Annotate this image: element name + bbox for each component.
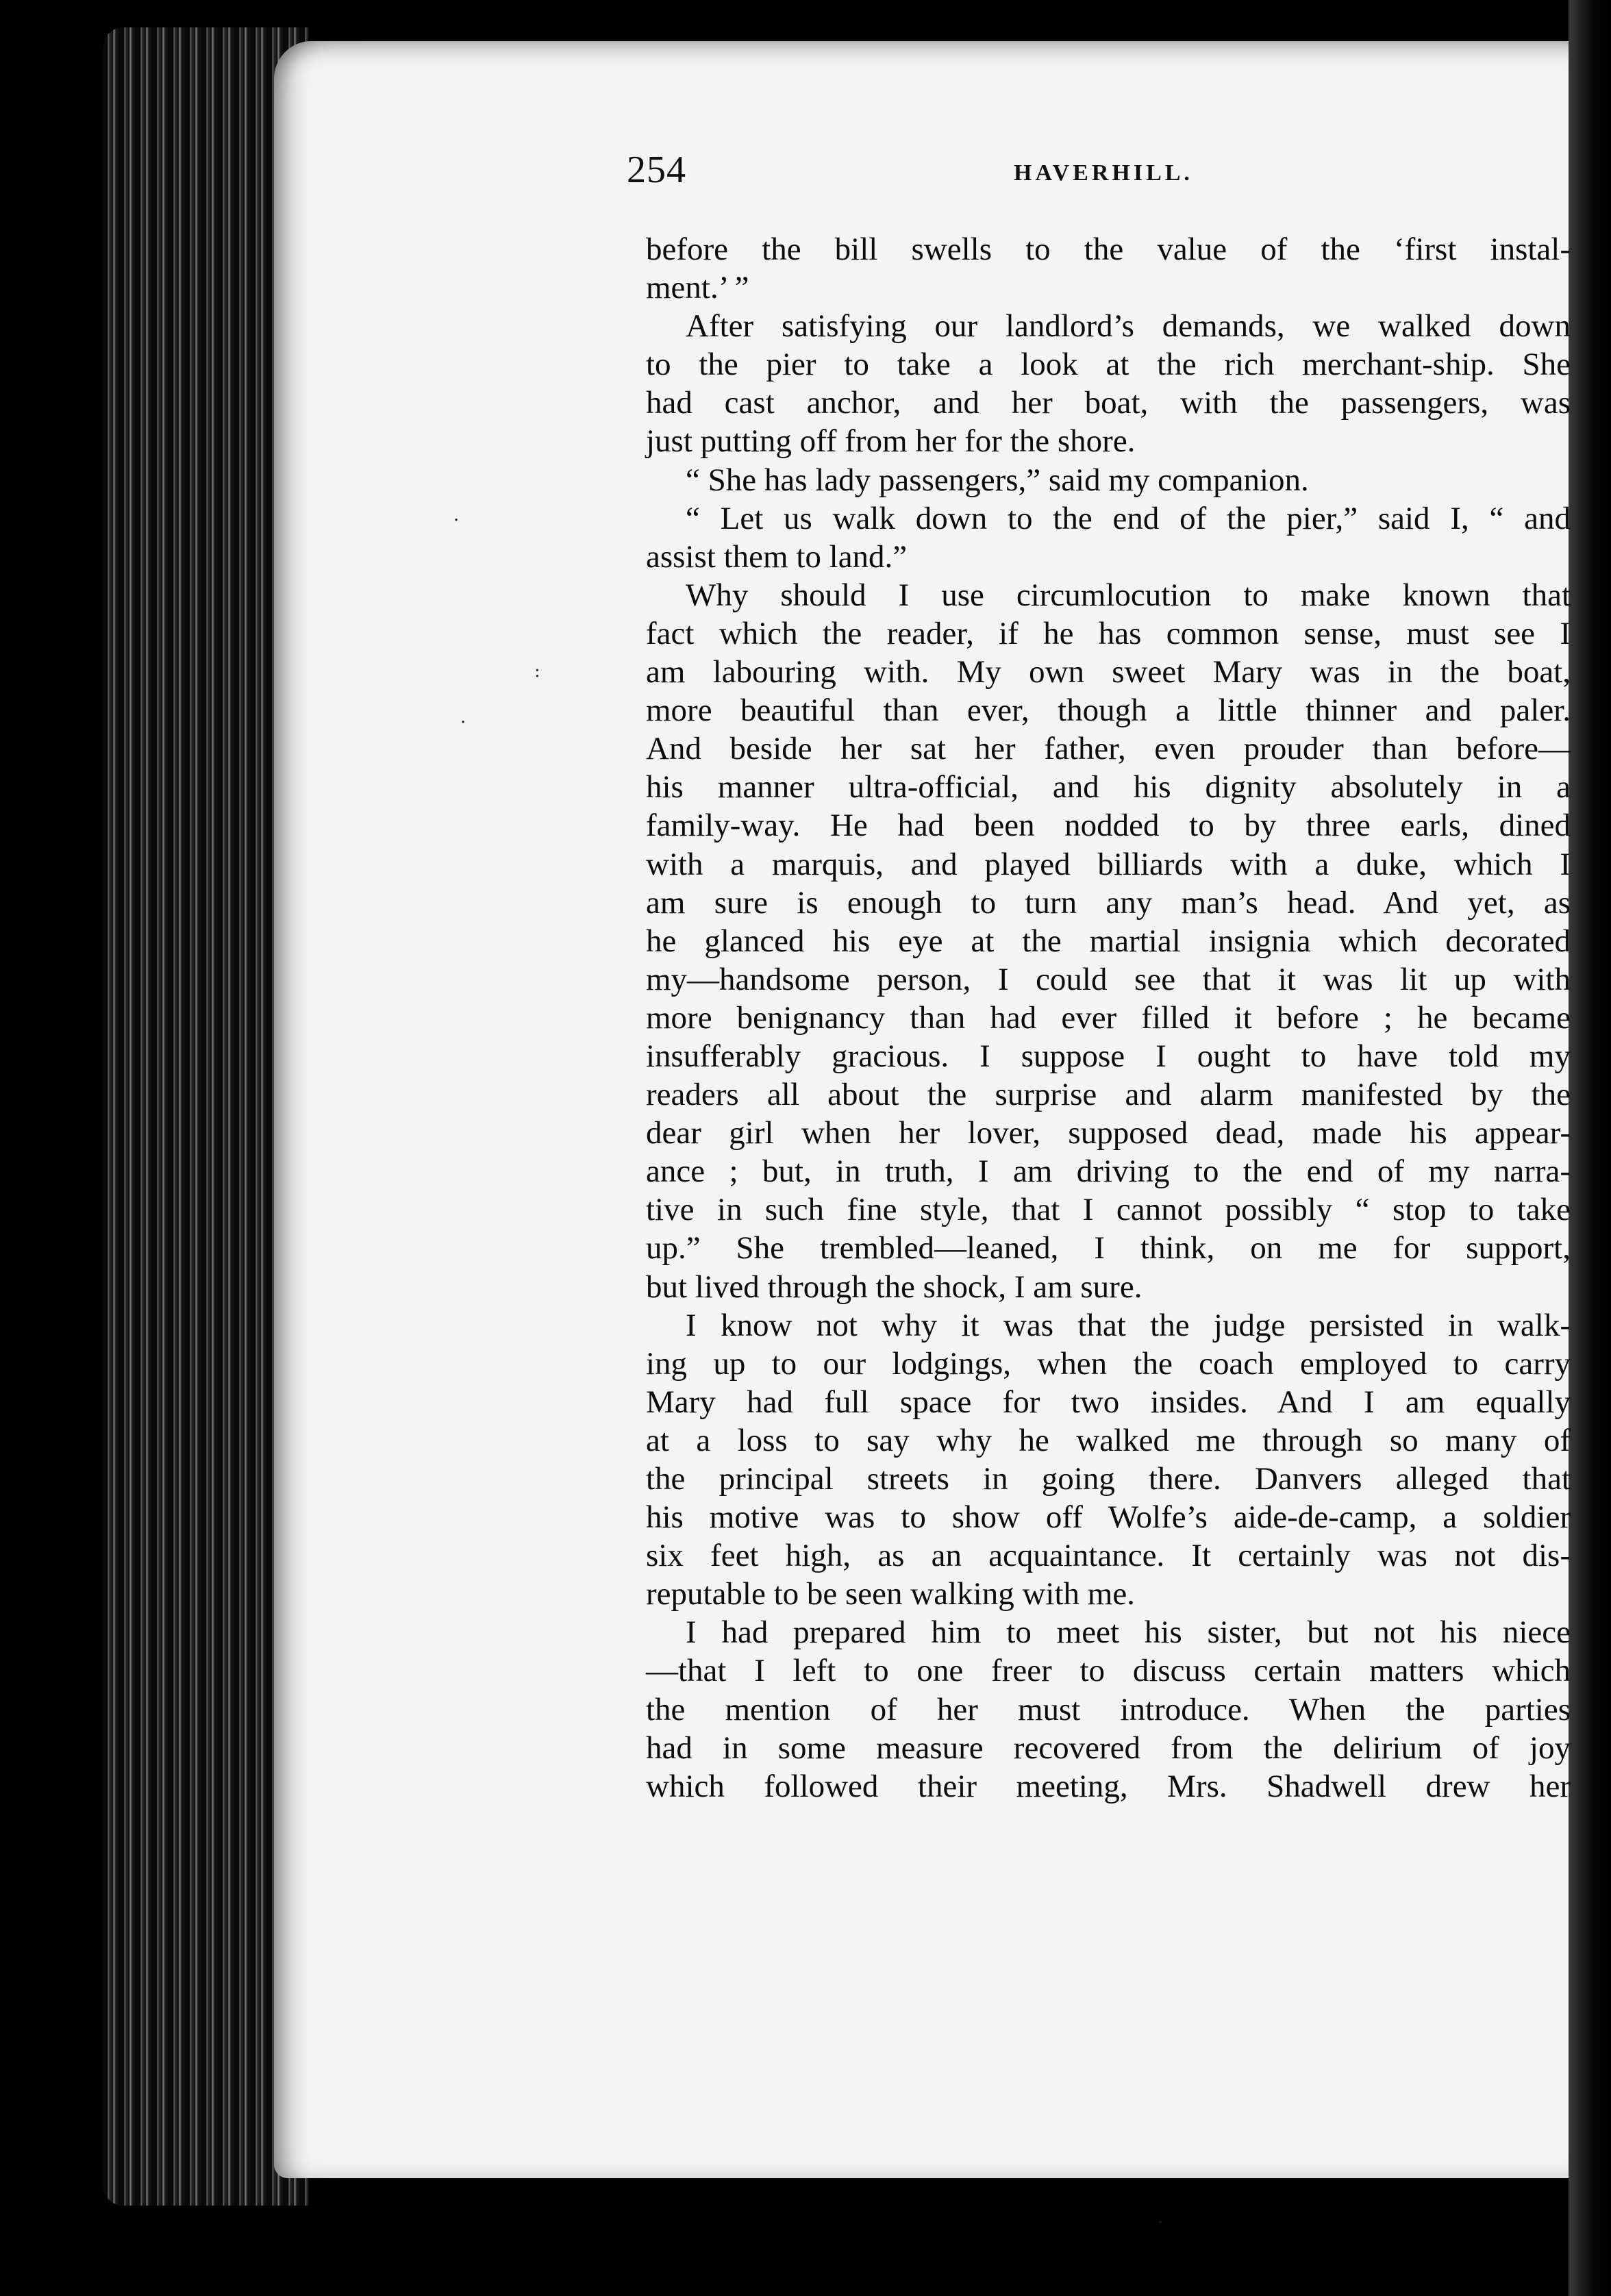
text-line: ance ; but, in truth, I am driving to the end of my narra- [646, 1153, 1571, 1190]
text-line: which followed their meeting, Mrs. Shadwell drew her [646, 1768, 1571, 1804]
text-line: Mary had full space for two insides. And I am equally [646, 1384, 1571, 1420]
text-line: ing up to our lodgings, when the coach employed to carry [646, 1345, 1571, 1382]
paper-speck: · [453, 510, 460, 531]
text-line: tive in such fine style, that I cannot possibly “ stop to take [646, 1192, 1571, 1228]
page-header [627, 148, 1572, 197]
text-line: just putting off from her for the shore. [646, 423, 1136, 460]
text-line: up.” She trembled—leaned, I think, on me for support, [646, 1230, 1571, 1266]
text-line: before the bill swells to the value of the ‘first instal- [646, 232, 1571, 267]
text-line: the mention of her must introduce. When the parties [646, 1691, 1571, 1727]
text-line: his manner ultra-official, and his dignity absolutely in a [646, 769, 1571, 806]
text-line: Why should I use circumlocution to make known that [686, 577, 1571, 613]
text-line: And beside her sat her father, even prouder than before— [646, 731, 1571, 767]
text-line: my—handsome person, I could see that it was lit up with [646, 961, 1571, 997]
text-line: After satisfying our landlord’s demands, we walked down [686, 308, 1571, 345]
book-gutter [1569, 0, 1611, 2296]
text-line: more benignancy than had ever filled it before ; he became [646, 999, 1571, 1036]
text-line: insufferably gracious. I suppose I ought to have told my [646, 1038, 1571, 1074]
text-line: at a loss to say why he walked me through so many of [646, 1422, 1571, 1458]
body-text [646, 230, 1571, 1806]
text-line: had in some measure recovered from the delirium of joy [646, 1730, 1571, 1766]
running-head: HAVERHILL. [1014, 160, 1193, 186]
text-line: I had prepared him to meet his sister, but not his niece [686, 1614, 1571, 1651]
text-line: ment.’ ” [646, 270, 749, 306]
text-line: reputable to be seen walking with me. [646, 1576, 1135, 1612]
text-line: dear girl when her lover, supposed dead, made his appear- [646, 1115, 1571, 1151]
text-line: —that I left to one freer to discuss certain matters which [646, 1653, 1571, 1689]
text-line: his motive was to show off Wolfe’s aide-de-camp, a soldier [646, 1499, 1571, 1536]
text-line: family-way. He had been nodded to by three earls, dined [646, 808, 1571, 844]
paper-speck: · [460, 712, 466, 733]
text-line: had cast anchor, and her boat, with the passengers, was [646, 385, 1571, 421]
page-number: 254 [627, 149, 686, 191]
text-line: “ She has lady passengers,” said my companion. [686, 462, 1309, 498]
paper-speck: : [534, 661, 540, 682]
text-line: with a marquis, and played billiards with a duke, which I [646, 846, 1571, 882]
text-line: but lived through the shock, I am sure. [646, 1269, 1142, 1305]
text-line: more beautiful than ever, though a little thinner and paler. [646, 692, 1571, 729]
text-line: am sure is enough to turn any man’s head. And yet, as [646, 884, 1571, 921]
text-line: assist them to land.” [646, 538, 908, 575]
text-line: readers all about the surprise and alarm manifested by the [646, 1077, 1571, 1113]
text-line: to the pier to take a look at the rich merchant-ship. She [646, 347, 1571, 383]
paper-speck: · [1158, 2212, 1164, 2233]
text-line: six feet high, as an acquaintance. It certainly was not dis- [646, 1538, 1571, 1574]
text-line: he glanced his eye at the martial insignia which decorated [646, 923, 1571, 959]
text-line: “ Let us walk down to the end of the pier,” said I, “ and [686, 500, 1571, 536]
text-line: the principal streets in going there. Danvers alleged that [646, 1461, 1571, 1497]
text-line: fact which the reader, if he has common sense, must see I [646, 615, 1571, 651]
text-line: I know not why it was that the judge persisted in walk- [686, 1307, 1571, 1343]
text-line: am labouring with. My own sweet Mary was in the boat, [646, 654, 1571, 690]
